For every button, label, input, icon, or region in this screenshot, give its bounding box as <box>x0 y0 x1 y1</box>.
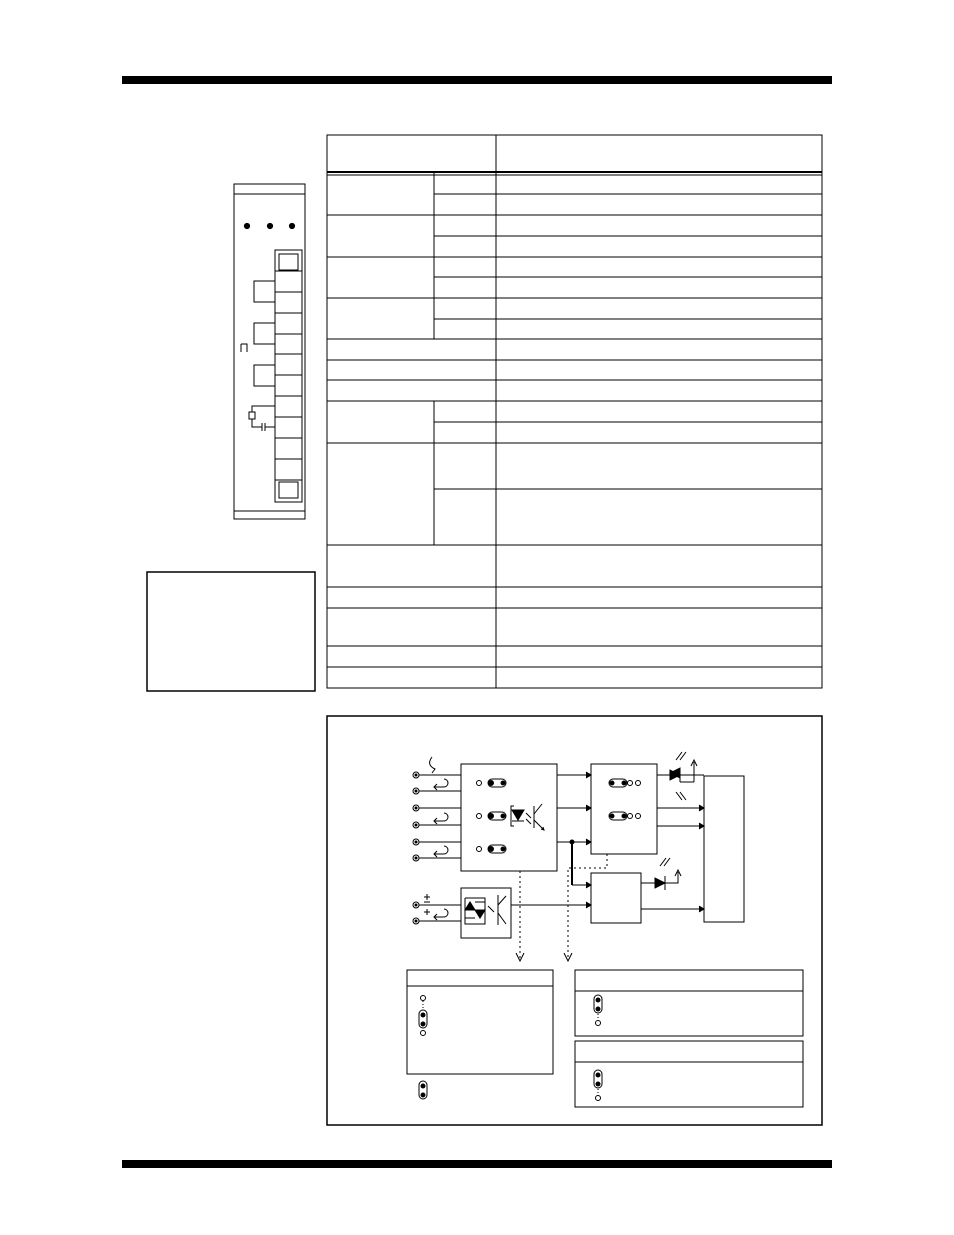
module-front-panel <box>234 184 305 519</box>
input-isolation-block <box>461 764 557 871</box>
jumper-1 <box>477 779 507 787</box>
optocoupler-1 <box>511 804 544 830</box>
jumper-setting-box-1 <box>407 970 553 1099</box>
power-opto-block <box>461 888 591 938</box>
jumper-4 <box>609 779 641 787</box>
status-led-3 <box>289 223 294 228</box>
terminal-block <box>275 250 302 502</box>
jumper-setting-box-2 <box>575 970 803 1036</box>
status-led-1 <box>244 223 249 228</box>
power-supply-block <box>591 858 704 923</box>
jumper-5 <box>609 812 641 820</box>
output-block <box>704 776 744 922</box>
status-led-2 <box>267 223 272 228</box>
status-leds <box>670 752 697 800</box>
spec-table <box>327 135 822 688</box>
input-terminals <box>413 757 461 924</box>
jumper-2 <box>477 812 507 820</box>
note-box <box>147 572 315 691</box>
jumper-3 <box>477 845 507 853</box>
jumper-setting-box-3 <box>575 1041 803 1107</box>
logic-block <box>591 764 704 854</box>
block-diagram <box>327 716 822 1125</box>
